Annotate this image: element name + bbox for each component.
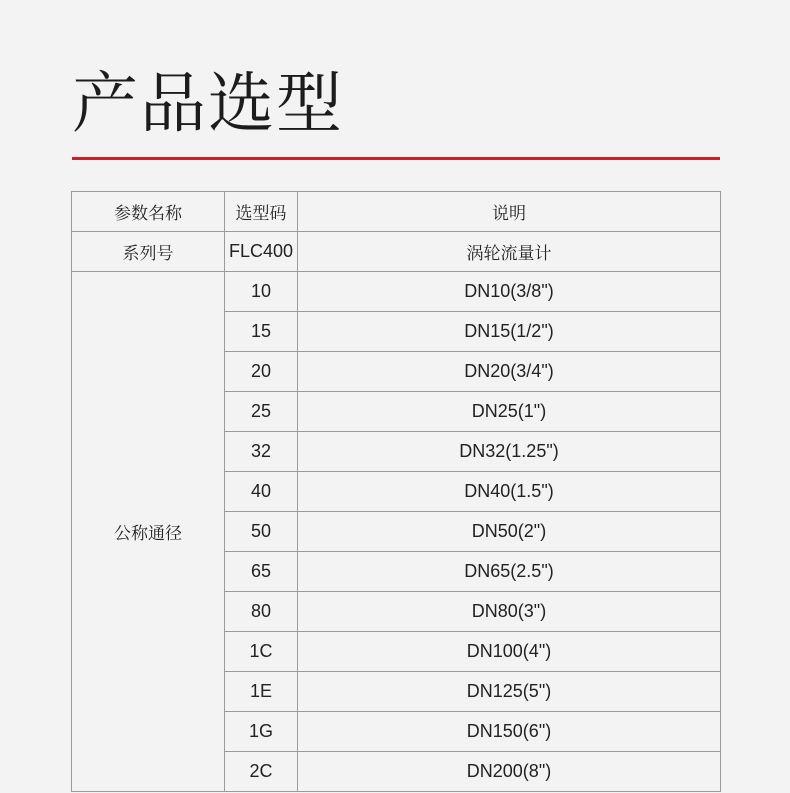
page-title: 产品选型 [72, 65, 344, 142]
diameter-description: DN40(1.5") [298, 472, 721, 512]
diameter-description: DN10(3/8") [298, 272, 721, 312]
title-divider [72, 157, 720, 160]
diameter-code: 50 [225, 512, 298, 552]
diameter-code: 2C [225, 752, 298, 792]
diameter-code: 32 [225, 432, 298, 472]
header-param-name: 参数名称 [72, 192, 225, 232]
diameter-code: 10 [225, 272, 298, 312]
diameter-description: DN200(8") [298, 752, 721, 792]
diameter-code: 65 [225, 552, 298, 592]
diameter-code: 40 [225, 472, 298, 512]
diameter-description: DN100(4") [298, 632, 721, 672]
diameter-description: DN50(2") [298, 512, 721, 552]
diameter-description: DN125(5") [298, 672, 721, 712]
diameter-description: DN25(1") [298, 392, 721, 432]
diameter-code: 1G [225, 712, 298, 752]
diameter-description: DN15(1/2") [298, 312, 721, 352]
selection-table [71, 191, 721, 792]
diameter-code: 15 [225, 312, 298, 352]
table-header-row [72, 192, 721, 232]
diameter-description: DN80(3") [298, 592, 721, 632]
series-code: FLC400 [225, 232, 298, 272]
diameter-code: 20 [225, 352, 298, 392]
table-row-series [72, 232, 721, 272]
header-description: 说明 [298, 192, 721, 232]
diameter-description: DN32(1.25") [298, 432, 721, 472]
table-row [72, 272, 721, 312]
series-label: 系列号 [72, 232, 225, 272]
diameter-code: 1C [225, 632, 298, 672]
diameter-group-label: 公称通径 [72, 272, 225, 792]
diameter-code: 1E [225, 672, 298, 712]
diameter-description: DN150(6") [298, 712, 721, 752]
header-selection-code: 选型码 [225, 192, 298, 232]
series-description: 涡轮流量计 [298, 232, 721, 272]
diameter-description: DN20(3/4") [298, 352, 721, 392]
diameter-code: 25 [225, 392, 298, 432]
diameter-code: 80 [225, 592, 298, 632]
diameter-description: DN65(2.5") [298, 552, 721, 592]
